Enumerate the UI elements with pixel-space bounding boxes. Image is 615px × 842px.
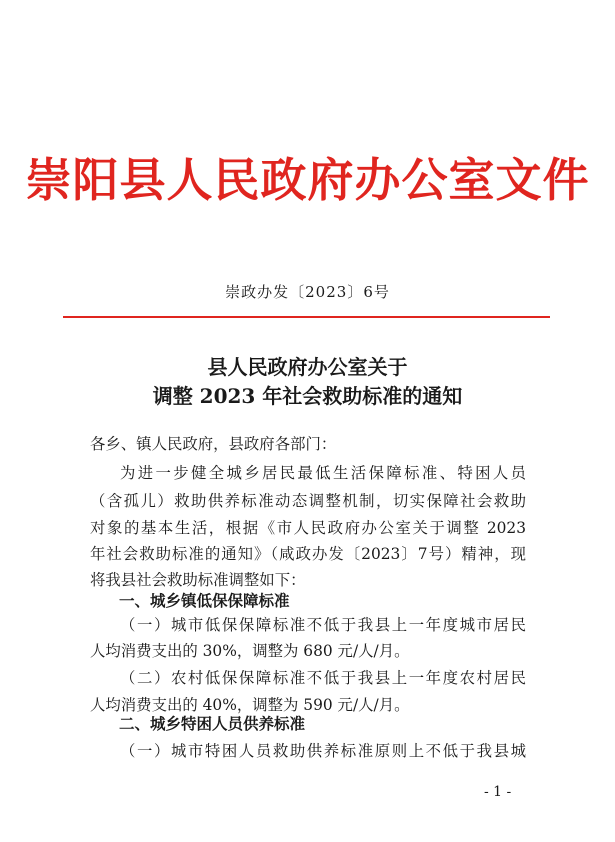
section-heading: 二、城乡特困人员供养标准 — [119, 715, 306, 733]
intro-line: 对象的基本生活，根据《市人民政府办公室关于调整 2023 — [90, 519, 526, 537]
section-item-line: 人均消费支出的 40%，调整为 590 元/人/月。 — [90, 696, 410, 714]
section-item-line: （一）城市特困人员救助供养标准原则上不低于我县城 — [120, 742, 526, 760]
red-divider-line — [63, 316, 550, 318]
page-number: - 1 - — [484, 784, 512, 800]
intro-line: 为进一步健全城乡居民最低生活保障标准、特困人员 — [120, 464, 526, 482]
section-heading: 一、城乡镇低保保障标准 — [119, 592, 290, 610]
intro-line: （含孤儿）救助供养标准动态调整机制，切实保障社会救助 — [90, 492, 526, 510]
intro-line: 将我县社会救助标准调整如下： — [90, 571, 306, 589]
section-item-line: 人均消费支出的 30%，调整为 680 元/人/月。 — [90, 642, 410, 660]
section-item-line: （二）农村低保保障标准不低于我县上一年度农村居民 — [120, 669, 526, 687]
intro-line: 年社会救助标准的通知》（咸政办发〔2023〕7号）精神，现 — [90, 545, 526, 563]
notice-title-line-1: 县人民政府办公室关于 — [207, 355, 408, 379]
salutation: 各乡、镇人民政府，县政府各部门： — [90, 435, 337, 453]
document-masthead: 崇阳县人民政府办公室文件 — [25, 153, 590, 207]
document-number: 崇政办发〔2023〕6号 — [225, 283, 390, 301]
section-item-line: （一）城市低保保障标准不低于我县上一年度城市居民 — [120, 616, 526, 634]
notice-title-line-2: 调整 2023 年社会救助标准的通知 — [152, 384, 463, 408]
